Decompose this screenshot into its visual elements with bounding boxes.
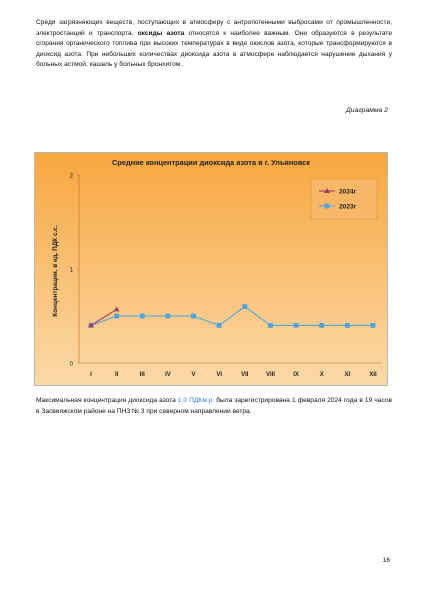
x-tick-label: I: [90, 372, 92, 378]
conclusion-text-after: была зарегистрирована 1 февраля 2024 года в 19 часов в Засвияжском районе на ПНЗ № 3 при северном направлении ветра.: [36, 397, 392, 415]
y-tick-label: 2: [69, 173, 73, 180]
legend-box: [311, 179, 377, 219]
x-tick-label: V: [191, 372, 196, 378]
x-tick-label: VI: [216, 372, 223, 378]
conclusion-paragraph: [36, 396, 392, 417]
point-2023: [191, 314, 196, 319]
diagram-caption: Диаграмма 2: [345, 107, 388, 114]
conclusion-text-before: Максимальная концентрация диоксида азота: [36, 397, 178, 404]
legend-marker-2023: [325, 204, 330, 209]
chart: [35, 153, 387, 385]
intro-highlight: оксиды азота: [137, 29, 185, 37]
point-2023: [345, 323, 350, 328]
chart-frame: [34, 152, 388, 386]
y-tick-label: 0: [69, 361, 73, 368]
intro-text-before: Среди загрязняющих веществ, поступающих в атмосферу с антропогенными выбросами от промышленности, электростанций и транспорта,: [36, 19, 392, 37]
point-2023: [217, 323, 222, 328]
point-2023: [371, 323, 376, 328]
page-number: 16: [382, 557, 390, 564]
x-tick-label: II: [114, 372, 119, 378]
y-tick-label: 1: [69, 267, 73, 274]
intro-paragraph: [36, 18, 392, 71]
max-value-highlight: 1,0 ПДКм.р.: [177, 397, 215, 404]
x-tick-label: X: [319, 372, 324, 378]
point-2023: [114, 314, 119, 319]
x-tick-label: VII: [241, 372, 249, 378]
legend-label: 2024г: [339, 188, 357, 196]
point-2023: [166, 314, 171, 319]
point-2023: [268, 323, 273, 328]
point-2023: [319, 323, 324, 328]
x-tick-label: XII: [369, 372, 377, 378]
x-tick-label: VIII: [265, 372, 275, 378]
point-2023: [294, 323, 299, 328]
point-2023: [140, 314, 145, 319]
y-axis-label: Концентрации, в ед. ПДК с.с.: [52, 225, 59, 317]
x-tick-label: III: [139, 372, 145, 378]
x-tick-label: XI: [344, 372, 351, 378]
x-tick-label: IX: [293, 372, 299, 378]
chart-title: Средние концентрации диоксида азота в г. Ульяновск: [112, 158, 310, 167]
legend-label: 2023г: [339, 203, 357, 211]
intro-text-after: относятся к наиболее важным. Они образуются в результате сгорания органического топлива при высоких температурах в виде окислов азота, которые трансформируются в диоксид азота. При небольших количествах диоксида азота в атмосфере наблюдается нарушение дыхания у больных астмой, кашель у больных бронхитом.: [36, 29, 392, 69]
point-2023: [242, 304, 247, 309]
x-tick-label: IV: [165, 372, 171, 378]
